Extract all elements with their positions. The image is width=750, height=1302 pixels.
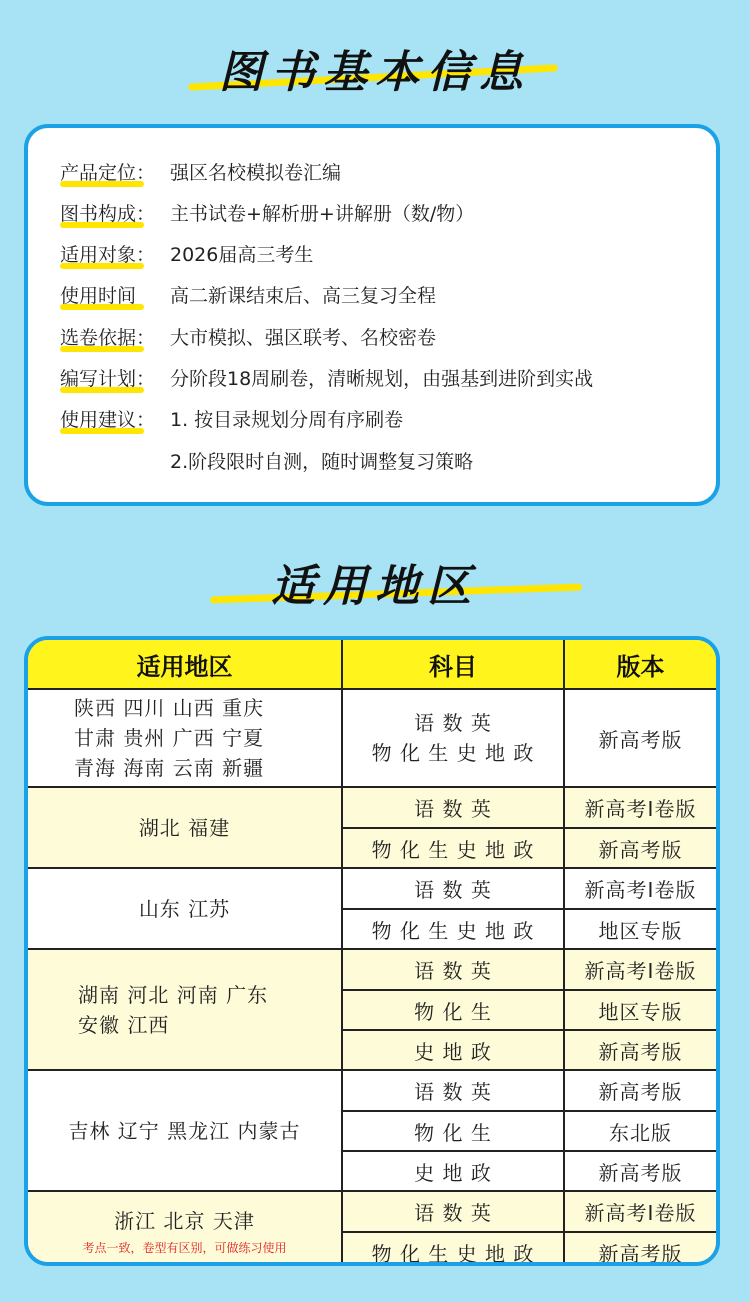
region-line: 甘肃 贵州 广西 宁夏 bbox=[74, 726, 265, 750]
info-value: 分阶段18周刷卷，清晰规划，由强基到进阶到实战 bbox=[170, 368, 594, 390]
info-label-sep: ： bbox=[136, 327, 156, 349]
table-row bbox=[28, 787, 716, 828]
region-table bbox=[28, 640, 716, 1266]
region-note: 考点一致，卷型有区别，可做练习使用 bbox=[82, 1241, 287, 1255]
info-label-sep: ： bbox=[136, 244, 156, 266]
info-row bbox=[60, 164, 341, 183]
version-cell: 地区专版 bbox=[564, 909, 716, 949]
info-label-sep: ： bbox=[136, 203, 156, 225]
table-header-row bbox=[28, 640, 716, 689]
version-cell: 新高考Ⅰ卷版 bbox=[564, 868, 716, 909]
info-card bbox=[24, 124, 720, 506]
info-label-text: 使用时间 bbox=[60, 285, 137, 307]
subject-line: 史 地 政 bbox=[414, 1039, 492, 1064]
table-row bbox=[28, 868, 716, 909]
table-row bbox=[28, 1191, 716, 1232]
info-label-text: 选卷依据 bbox=[60, 327, 137, 349]
subject-line: 语 数 英 bbox=[414, 1080, 492, 1104]
info-row bbox=[60, 287, 436, 306]
subject-cell bbox=[342, 1070, 564, 1111]
subject-cell bbox=[342, 1191, 564, 1232]
region-cell bbox=[28, 1070, 342, 1191]
info-label bbox=[60, 411, 170, 430]
info-label-text: 使用建议 bbox=[60, 409, 137, 431]
info-value: 2.阶段限时自测，随时调整复习策略 bbox=[170, 451, 474, 473]
version-cell: 新高考版 bbox=[564, 1232, 716, 1266]
table-row bbox=[28, 1070, 716, 1111]
region-cell bbox=[28, 787, 342, 868]
region-line: 吉林 辽宁 黑龙江 内蒙古 bbox=[68, 1118, 301, 1143]
region-line: 安徽 江西 bbox=[78, 1012, 170, 1037]
subject-line: 物 化 生 史 地 政 bbox=[371, 1241, 535, 1266]
region-line: 湖南 河北 河南 广东 bbox=[78, 982, 269, 1007]
version-cell: 新高考版 bbox=[564, 1070, 716, 1111]
region-cell bbox=[28, 949, 342, 1070]
version-cell: 新高考Ⅰ卷版 bbox=[564, 787, 716, 828]
subject-line: 物 化 生 bbox=[414, 1120, 492, 1145]
subject-line: 语 数 英 bbox=[414, 711, 492, 735]
subject-cell bbox=[342, 828, 564, 868]
version-cell: 新高考版 bbox=[564, 828, 716, 868]
subject-cell bbox=[342, 909, 564, 949]
info-label-text: 图书构成 bbox=[60, 203, 137, 225]
subject-cell bbox=[342, 990, 564, 1030]
info-value: 2026届高三考生 bbox=[170, 244, 314, 266]
region-line: 陕西 四川 山西 重庆 bbox=[74, 696, 265, 720]
region-title-text: 适用地区 bbox=[271, 561, 479, 612]
version-cell: 地区专版 bbox=[564, 990, 716, 1030]
region-line: 青海 海南 云南 新疆 bbox=[74, 756, 265, 780]
info-label-sep: ： bbox=[136, 162, 156, 184]
info-title-text: 图书基本信息 bbox=[219, 47, 531, 98]
info-section-title bbox=[0, 36, 750, 100]
subject-cell bbox=[342, 1030, 564, 1070]
region-line: 湖北 福建 bbox=[138, 815, 231, 840]
subject-line: 语 数 英 bbox=[414, 797, 492, 821]
version-cell: 新高考Ⅰ卷版 bbox=[564, 949, 716, 990]
header-region: 适用地区 bbox=[28, 640, 342, 689]
subject-line: 语 数 英 bbox=[414, 1201, 492, 1225]
info-label bbox=[60, 246, 170, 265]
region-line: 山东 江苏 bbox=[138, 896, 231, 921]
info-label-text: 适用对象 bbox=[60, 244, 137, 266]
region-cell bbox=[28, 1191, 342, 1266]
subject-line: 语 数 英 bbox=[414, 878, 492, 902]
info-row bbox=[60, 453, 473, 472]
info-label-text: 编写计划 bbox=[60, 368, 137, 390]
region-section-title bbox=[0, 550, 750, 614]
info-label bbox=[60, 287, 170, 306]
info-row bbox=[60, 246, 313, 265]
subject-cell bbox=[342, 689, 564, 787]
info-value: 强区名校模拟卷汇编 bbox=[170, 162, 342, 184]
table-row bbox=[28, 689, 716, 787]
info-label-text: 产品定位 bbox=[60, 162, 137, 184]
version-cell: 新高考版 bbox=[564, 689, 716, 787]
header-subject: 科目 bbox=[342, 640, 564, 689]
subject-cell bbox=[342, 1111, 564, 1151]
info-label bbox=[60, 205, 170, 224]
info-label-sep: ： bbox=[136, 368, 156, 390]
info-value: 大市模拟、强区联考、名校密卷 bbox=[170, 327, 437, 349]
subject-cell bbox=[342, 1232, 564, 1266]
info-row bbox=[60, 205, 474, 224]
info-label bbox=[60, 164, 170, 183]
table-row bbox=[28, 949, 716, 990]
info-label bbox=[60, 329, 170, 348]
subject-cell bbox=[342, 1151, 564, 1191]
region-cell bbox=[28, 689, 342, 787]
subject-line: 物 化 生 史 地 政 bbox=[371, 837, 535, 862]
info-value: 高二新课结束后、高三复习全程 bbox=[170, 285, 437, 307]
region-cell bbox=[28, 868, 342, 949]
info-row bbox=[60, 411, 403, 430]
subject-cell bbox=[342, 868, 564, 909]
subject-cell bbox=[342, 787, 564, 828]
info-row bbox=[60, 370, 593, 389]
info-value: 主书试卷+解析册+讲解册（数/物） bbox=[170, 203, 475, 225]
subject-line: 物 化 生 bbox=[414, 999, 492, 1024]
version-cell: 新高考版 bbox=[564, 1151, 716, 1191]
header-version: 版本 bbox=[564, 640, 716, 689]
subject-cell bbox=[342, 949, 564, 990]
region-card bbox=[24, 636, 720, 1266]
subject-line: 史 地 政 bbox=[414, 1160, 492, 1185]
version-cell: 新高考版 bbox=[564, 1030, 716, 1070]
subject-line: 语 数 英 bbox=[414, 959, 492, 983]
subject-line: 物 化 生 史 地 政 bbox=[371, 918, 535, 943]
subject-line: 物 化 生 史 地 政 bbox=[371, 741, 535, 765]
version-cell: 新高考Ⅰ卷版 bbox=[564, 1191, 716, 1232]
info-row bbox=[60, 329, 436, 348]
info-value: 1. 按目录规划分周有序刷卷 bbox=[170, 409, 404, 431]
info-label bbox=[60, 370, 170, 389]
version-cell: 东北版 bbox=[564, 1111, 716, 1151]
region-line: 浙江 北京 天津 bbox=[114, 1209, 255, 1233]
info-label-sep: ： bbox=[136, 409, 156, 431]
